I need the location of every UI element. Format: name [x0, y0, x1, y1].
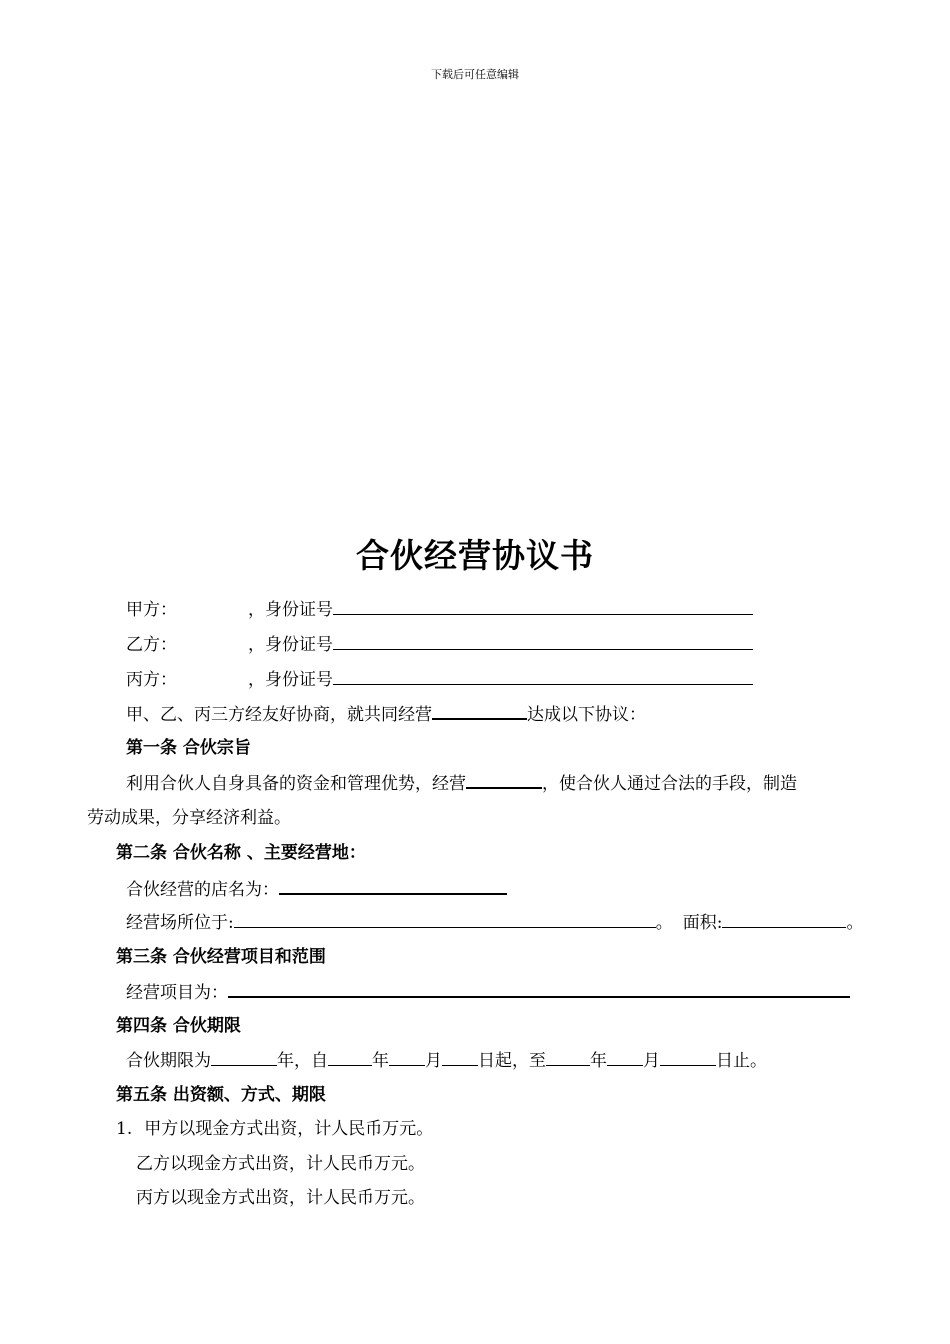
start-year-field[interactable] [328, 1049, 372, 1066]
intro-line [126, 702, 646, 726]
business-items-label: 经营项目为： [126, 983, 228, 1003]
party-label: 甲方： [126, 600, 177, 620]
party-line-a [126, 598, 753, 621]
article-1-text-cont: 劳动成果，分享经济利益。 [87, 808, 291, 828]
location-label: 经营场所位于: [126, 913, 234, 933]
term-line [126, 1049, 767, 1072]
shop-name-label: 合伙经营的店名为： [126, 880, 279, 900]
article-3-heading: 第三条 合伙经营项目和范围 [116, 947, 326, 967]
contribution-line-c: 丙方以现金方式出资，计人民币万元。 [136, 1188, 425, 1208]
id-label: ，身份证号 [248, 600, 333, 620]
term-text: 日止。 [716, 1051, 767, 1071]
shop-name-field[interactable] [279, 877, 507, 895]
id-number-field[interactable] [333, 598, 753, 615]
party-label: 丙方： [126, 670, 177, 690]
page-header: 下载后可任意编辑 [431, 68, 519, 81]
location-field[interactable] [234, 911, 656, 928]
term-text: 合伙期限为 [126, 1051, 211, 1071]
id-label: ，身份证号 [248, 670, 333, 690]
term-text: 年，自 [277, 1051, 328, 1071]
party-line-b [126, 633, 753, 656]
end-day-field[interactable] [660, 1049, 716, 1066]
start-day-field[interactable] [442, 1049, 478, 1066]
list-number: 1. [116, 1119, 133, 1139]
term-text: 月 [643, 1051, 660, 1071]
document-title: 合伙经营协议书 [356, 536, 594, 575]
term-text: 日起，至 [478, 1051, 546, 1071]
end-year-field[interactable] [546, 1049, 590, 1066]
start-month-field[interactable] [389, 1049, 425, 1066]
term-text: 年 [590, 1051, 607, 1071]
business-items-field[interactable] [228, 980, 850, 998]
term-years-field[interactable] [211, 1049, 277, 1066]
id-number-field[interactable] [333, 633, 753, 650]
end-month-field[interactable] [607, 1049, 643, 1066]
article-1-text [126, 771, 797, 795]
party-label: 乙方： [126, 635, 177, 655]
contribution-line-b: 乙方以现金方式出资，计人民币万元。 [136, 1154, 425, 1174]
party-line-c [126, 668, 753, 691]
location-line [126, 911, 863, 934]
id-number-field[interactable] [333, 668, 753, 685]
area-field[interactable] [722, 911, 846, 928]
article-1-text-b: ，使合伙人通过合法的手段，制造 [542, 774, 797, 794]
business-items-line [126, 980, 850, 1004]
id-label: ，身份证号 [248, 635, 333, 655]
intro-text: 甲、乙、丙三方经友好协商，就共同经营 [126, 705, 432, 725]
business-field[interactable] [432, 702, 527, 720]
business-field[interactable] [466, 771, 542, 789]
term-text: 月 [425, 1051, 442, 1071]
area-end: 。 [846, 913, 864, 933]
shop-name-line [126, 877, 507, 901]
intro-text-end: 达成以下协议： [527, 705, 646, 725]
article-4-heading: 第四条 合伙期限 [116, 1016, 241, 1036]
location-end: 。 [655, 913, 673, 933]
article-2-heading: 第二条 合伙名称 、主要经营地： [116, 843, 366, 863]
term-text: 年 [372, 1051, 389, 1071]
contribution-text: 甲方以现金方式出资，计人民币万元。 [144, 1119, 434, 1139]
contribution-line-a [116, 1118, 433, 1140]
area-label: 面积: [682, 913, 723, 933]
article-5-heading: 第五条 出资额、方式、期限 [116, 1085, 326, 1105]
article-1-text-a: 利用合伙人自身具备的资金和管理优势，经营 [126, 774, 466, 794]
article-1-heading: 第一条 合伙宗旨 [126, 738, 251, 758]
